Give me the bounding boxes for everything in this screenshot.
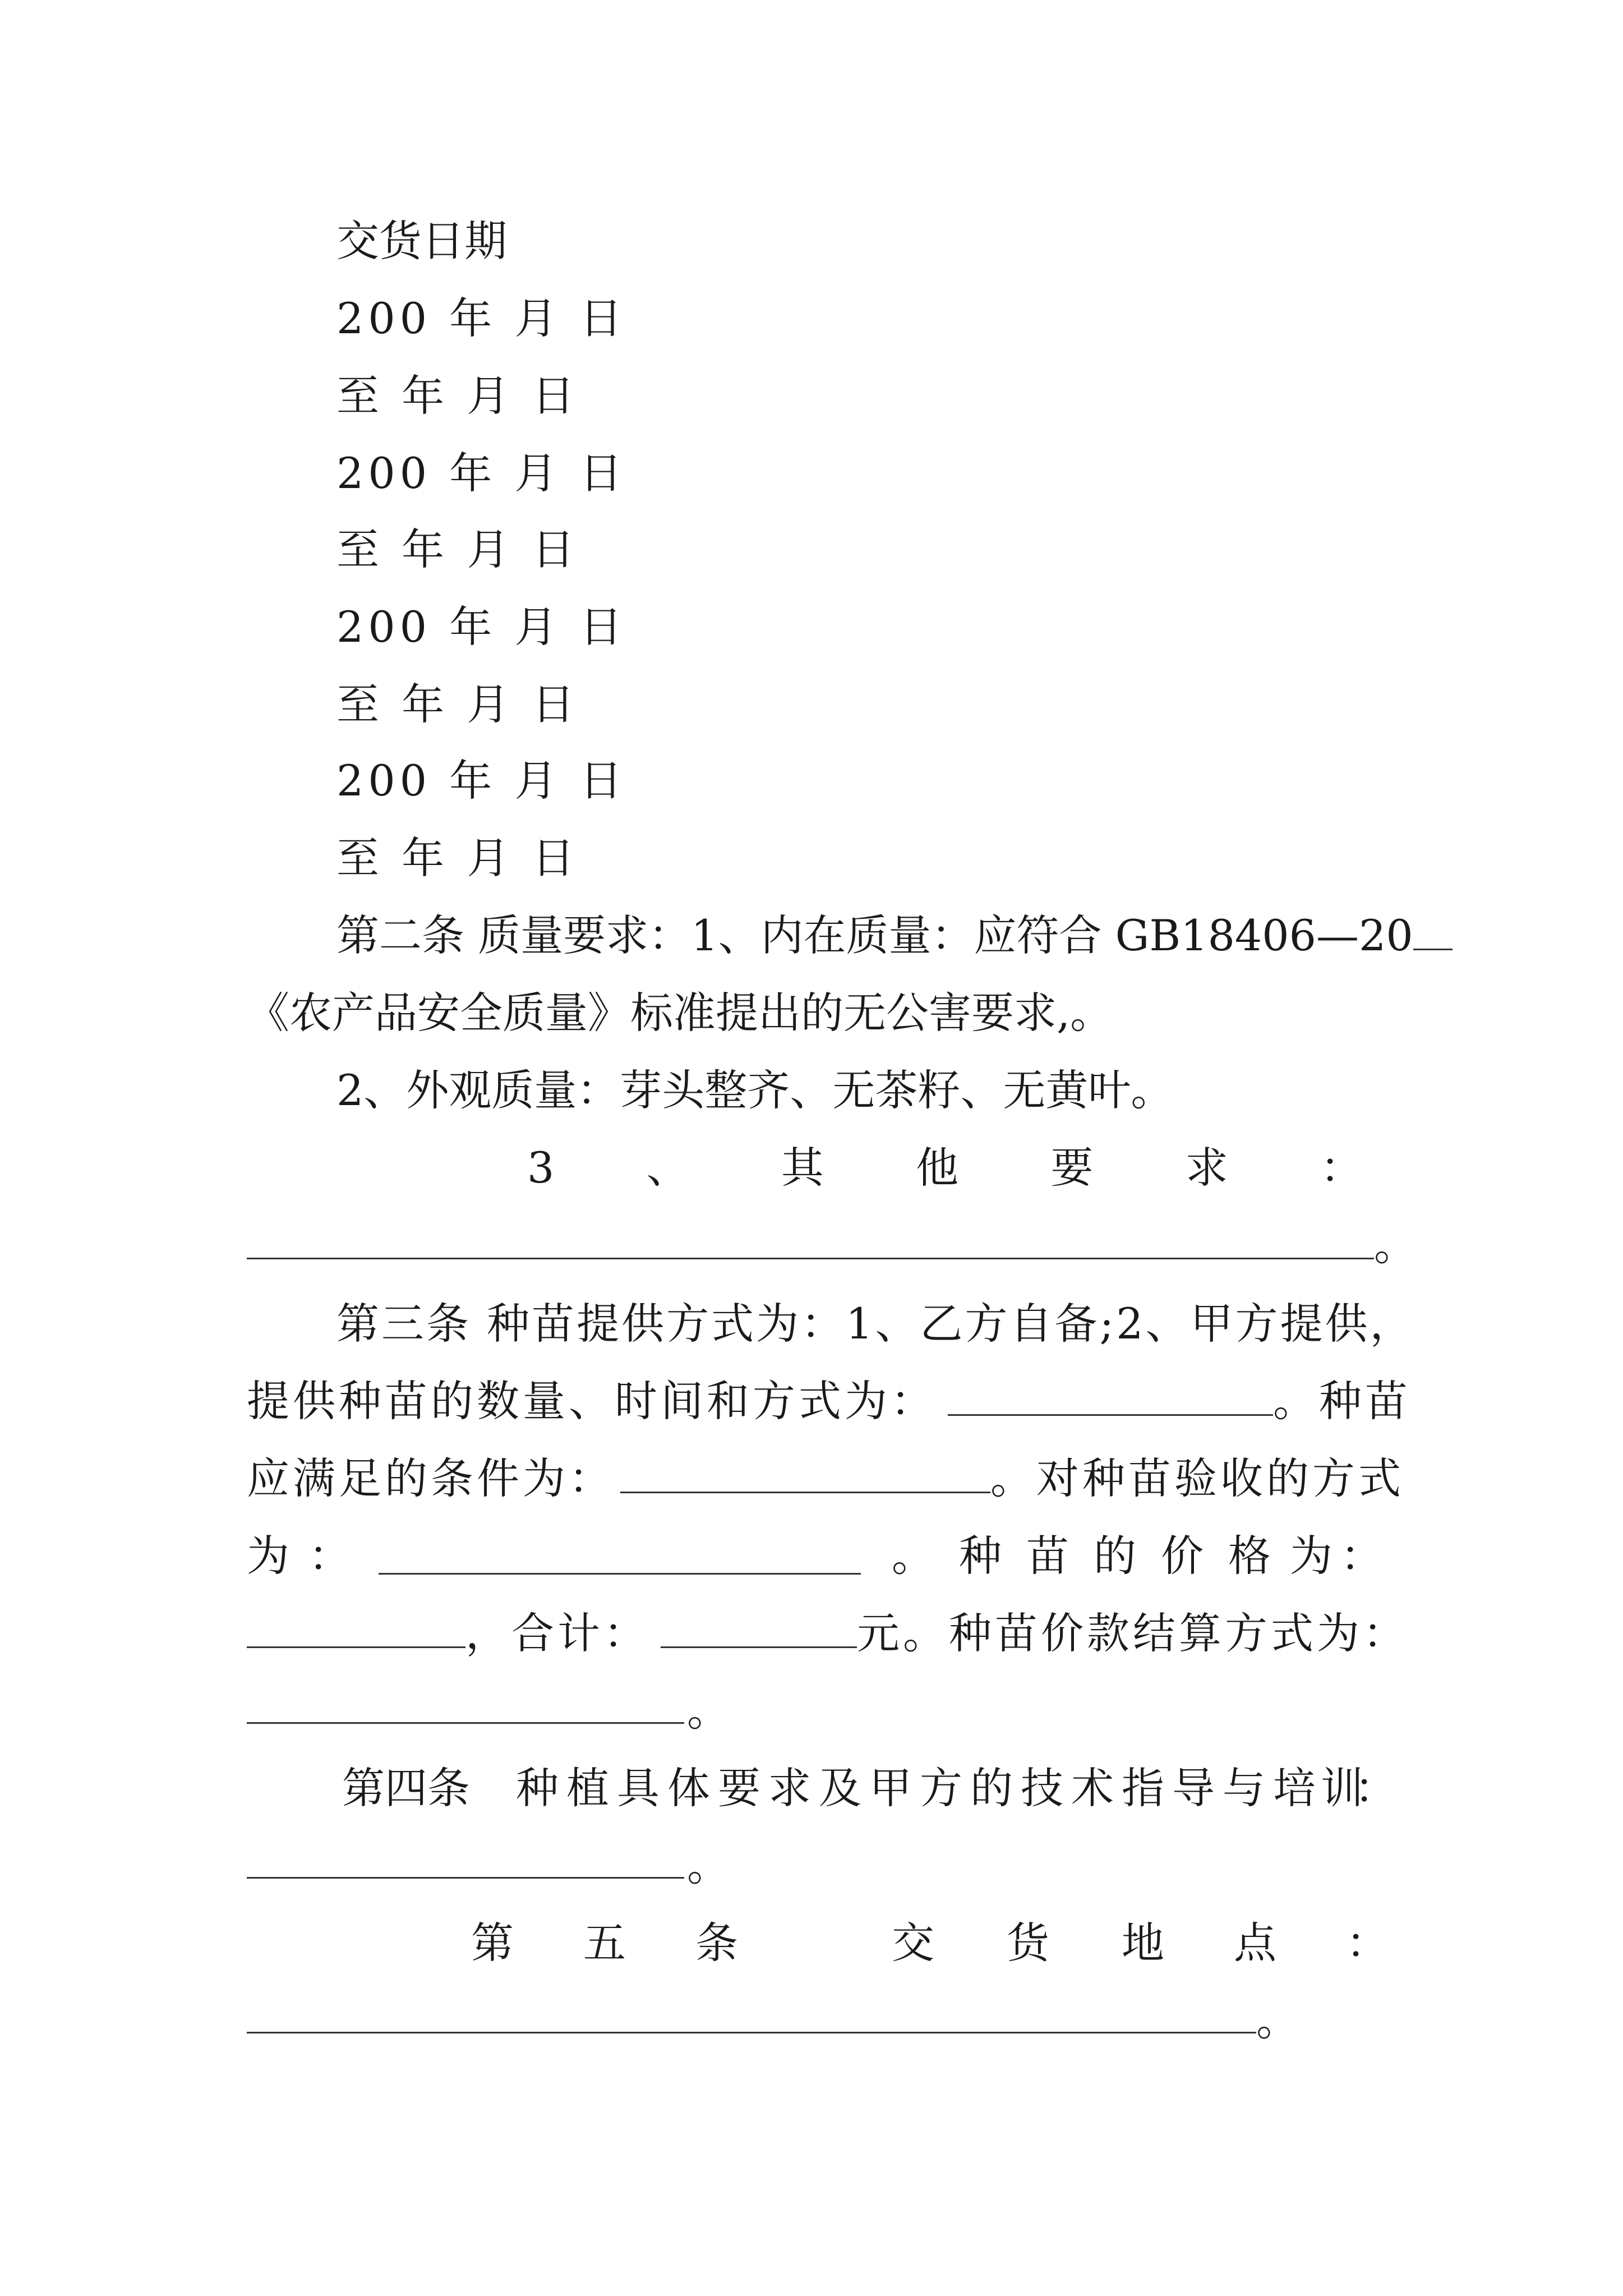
article4-line1-part: 要 <box>718 1763 760 1813</box>
date-row: 至 年 月 日 <box>336 833 579 883</box>
article3-line4-part: 价 <box>1161 1531 1204 1581</box>
article3-line4-part: 格 <box>1228 1531 1271 1581</box>
article3-line4-part: ： <box>1340 1531 1383 1581</box>
article5-delivery-location-blank <box>247 2032 1256 2033</box>
article4-line1-part: 训 <box>1321 1763 1363 1813</box>
article4-line1-part: ： <box>1354 1763 1397 1813</box>
article4-line1-part: 及 <box>819 1763 861 1813</box>
article3-seedling-conditions-blank <box>620 1452 990 1493</box>
article2-line3: 2、外观质量：芽头整齐、无茶籽、无黄叶。 <box>336 1065 1174 1115</box>
article4-line1-part: 种 <box>516 1763 559 1813</box>
article3-line3-text-b: 。对种苗验收的方式 <box>990 1453 1404 1503</box>
article5-line1-part: 点 <box>1234 1918 1276 1968</box>
delivery-date-heading: 交货日期 <box>336 216 507 266</box>
article2-line4-part: 他 <box>916 1143 959 1193</box>
article4-requirements-blank <box>247 1877 684 1879</box>
article2-other-requirements-blank <box>247 1258 1374 1259</box>
date-row: 200 年 月 日 <box>336 756 627 806</box>
article3-line4-part: 种 <box>959 1531 1002 1581</box>
date-row: 至 年 月 日 <box>336 679 579 729</box>
article5-line1-part: 条 <box>695 1918 738 1968</box>
date-row: 至 年 月 日 <box>336 524 579 574</box>
article3-line4-part: 的 <box>1094 1531 1136 1581</box>
article3-line2-text-b: 。种苗 <box>1273 1376 1411 1426</box>
article5-line1 <box>471 1915 1389 1971</box>
article3-line6-end: 。 <box>687 1686 730 1736</box>
article4-line1-part: 体 <box>667 1763 710 1813</box>
article3-line5 <box>247 1605 1409 1662</box>
article5-line1-part: 第 <box>471 1918 514 1968</box>
date-row: 200 年 月 日 <box>336 448 627 498</box>
article2-line1-text: 第二条 质量要求：1、内在质量：应符合 GB18406—20 <box>336 910 1413 960</box>
article3-line2 <box>247 1373 1411 1429</box>
article4-line1-part: 指 <box>1122 1763 1164 1813</box>
article4-line1-part: 培 <box>1273 1763 1316 1813</box>
article2-line4-part: 求 <box>1185 1143 1228 1193</box>
article4-line1 <box>342 1760 1397 1816</box>
article3-line3 <box>247 1451 1404 1507</box>
article2-line2: 《农产品安全质量》标准提出的无公害要求,。 <box>247 988 1113 1038</box>
article5-line2-end: 。 <box>1256 1995 1299 2045</box>
article4-line1-part: 术 <box>1071 1763 1114 1813</box>
article3-line1: 第三条 种苗提供方式为：1、乙方自备;2、甲方提供， <box>336 1299 1415 1349</box>
article4-line1-part: 的 <box>970 1763 1013 1813</box>
article2-line4-part: ： <box>1320 1143 1363 1193</box>
article3-seedling-quantity-blank <box>948 1375 1273 1416</box>
article3-line4-part: 为 <box>247 1531 289 1581</box>
article5-line1-part: 货 <box>1007 1918 1049 1968</box>
article4-line1-part: 方 <box>920 1763 962 1813</box>
date-row: 200 年 月 日 <box>336 293 627 343</box>
article4-line2-end: 。 <box>687 1841 730 1890</box>
article4-line1-part: 导 <box>1172 1763 1215 1813</box>
article4-line1-part: 植 <box>566 1763 609 1813</box>
article5-line1-part: 地 <box>1122 1918 1164 1968</box>
article4-line1-part: 甲 <box>869 1763 912 1813</box>
article4-line1-part: 求 <box>768 1763 811 1813</box>
article2-line4-part: 3 <box>527 1143 555 1193</box>
article2-line4-part: 、 <box>646 1143 689 1193</box>
article3-line4-part: 为 <box>1290 1531 1332 1581</box>
article3-seedling-price-blank <box>247 1607 465 1648</box>
article4-line1-part: 第四条 <box>342 1763 470 1813</box>
article3-line4-part: 苗 <box>1026 1531 1069 1581</box>
date-row: 至 年 月 日 <box>336 371 579 421</box>
article3-line5-text-b: 元。种苗价款结算方式为： <box>857 1608 1409 1658</box>
article2-line4-part: 其 <box>781 1143 824 1193</box>
article2-line4 <box>527 1140 1363 1196</box>
article3-line3-text-a: 应满足的条件为： <box>247 1453 615 1503</box>
article3-line5-text-a: ，合计： <box>465 1608 649 1658</box>
article3-line4 <box>247 1528 1383 1584</box>
article3-inspection-method-blank <box>379 1534 861 1575</box>
article2-line1 <box>336 908 1453 964</box>
article3-settlement-blank <box>247 1722 684 1724</box>
article2-line5-end: 。 <box>1374 1220 1417 1270</box>
article5-line1-part: ： <box>1346 1918 1389 1968</box>
article3-line4-part: 。 <box>892 1531 934 1581</box>
article3-total-blank <box>661 1607 857 1648</box>
article3-line2-text-a: 提供种苗的数量、时间和方式为： <box>247 1376 937 1426</box>
article2-year-blank <box>1413 909 1453 950</box>
article4-line1-part: 具 <box>617 1763 660 1813</box>
article2-line4-part: 要 <box>1050 1143 1094 1193</box>
article4-line1-part: 与 <box>1223 1763 1265 1813</box>
article5-line1-part: 交 <box>892 1918 934 1968</box>
article5-line1-part: 五 <box>583 1918 626 1968</box>
article3-line4-part: ： <box>308 1531 351 1581</box>
date-row: 200 年 月 日 <box>336 602 627 652</box>
article4-line1-part: 技 <box>1021 1763 1063 1813</box>
